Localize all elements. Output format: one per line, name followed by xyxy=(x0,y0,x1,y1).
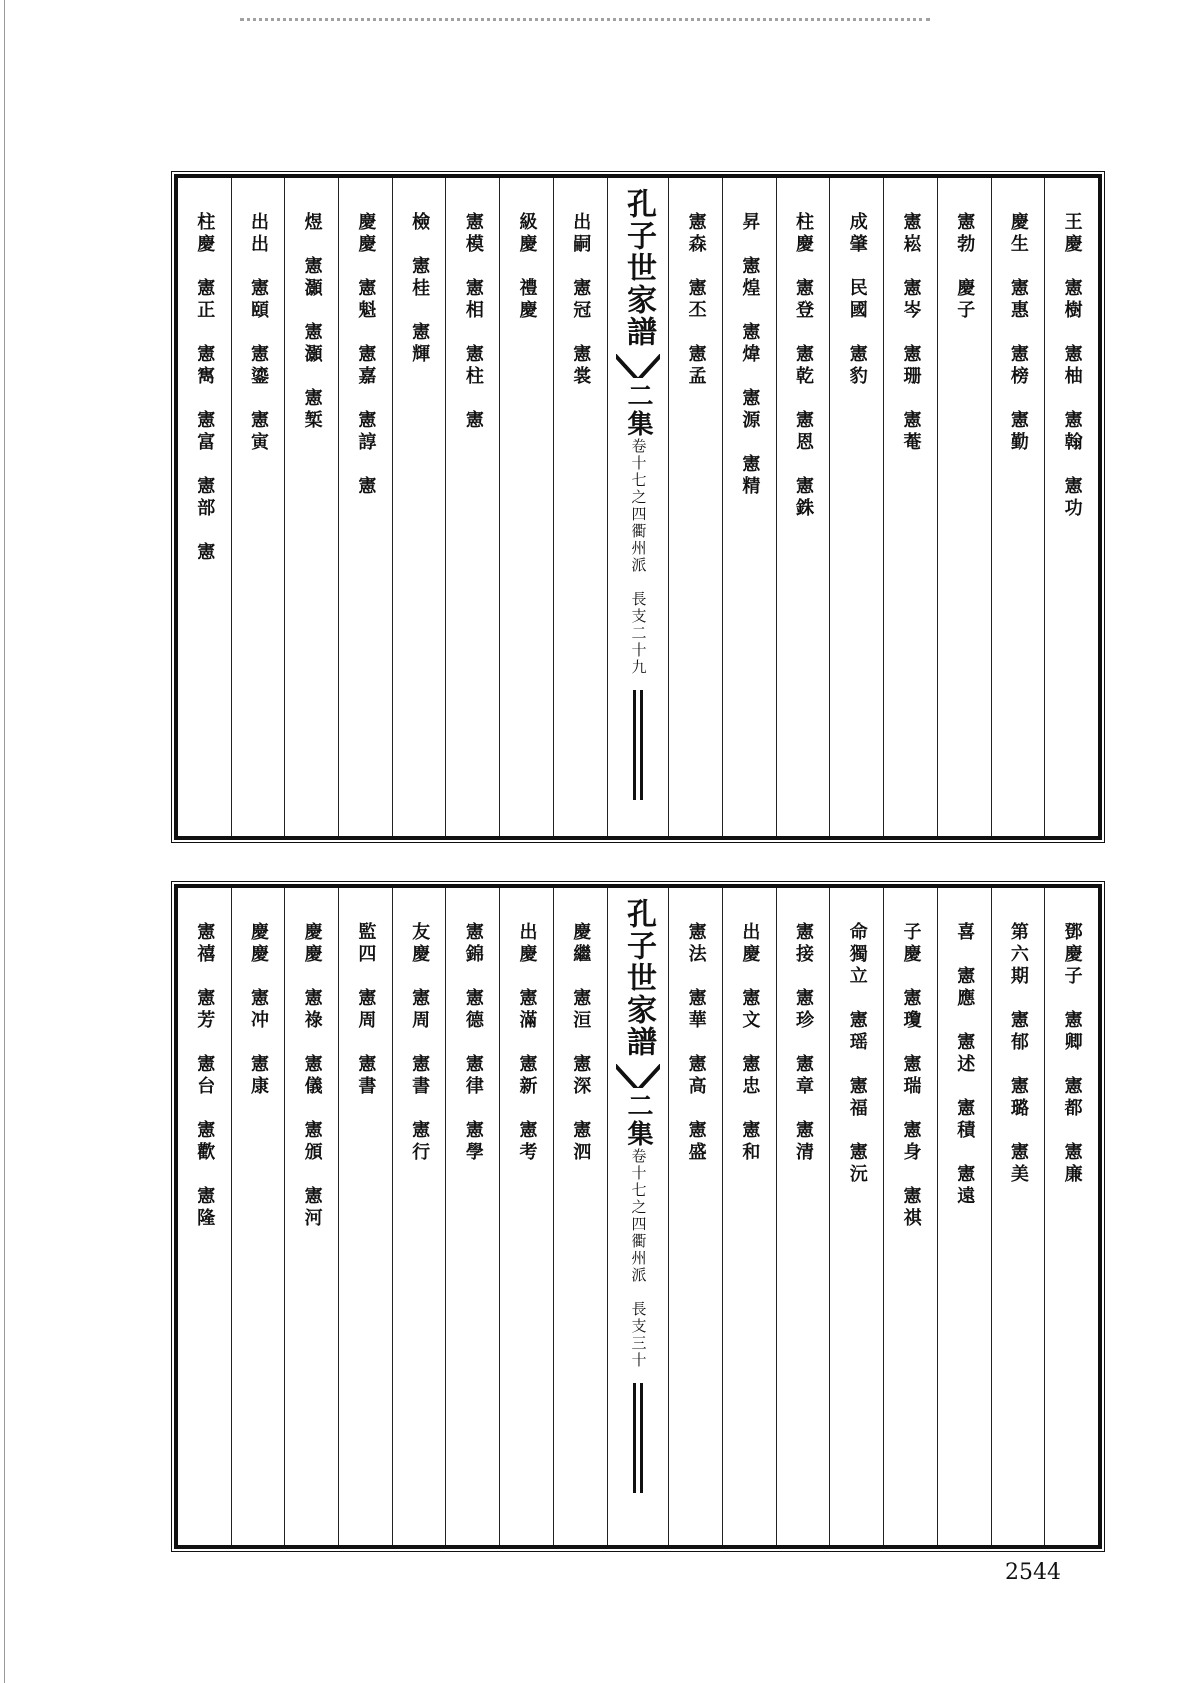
center-gutter xyxy=(607,888,669,1545)
bottom-genealogy-page xyxy=(174,884,1102,1549)
text-column: 喜 憲應 憲述 憲積 憲遠 xyxy=(937,888,991,1545)
text-column: 柱慶 憲登 憲乾 憲恩 憲銖 xyxy=(776,178,830,836)
folio-number: 二十九 xyxy=(629,625,648,676)
book-title: 孔子世家譜 xyxy=(620,188,656,348)
text-column: 柱慶 憲正 憲寯 憲富 憲部 憲 xyxy=(194,212,216,564)
page-number: 2544 xyxy=(1005,1560,1061,1585)
text-column: 出出 憲頤 憲鎏 憲寅 xyxy=(231,178,285,836)
gutter-bar xyxy=(633,690,643,800)
text-column: 子慶 憲瓊 憲瑞 憲身 憲祺 xyxy=(883,888,937,1545)
fishtail-mark-icon xyxy=(616,1064,660,1088)
text-column: 憲法 憲華 憲高 憲盛 xyxy=(668,888,722,1545)
text-column: 憲勃 慶子 xyxy=(937,178,991,836)
text-column: 憲森 憲丕 憲孟 xyxy=(668,178,722,836)
text-column: 檢 憲桂 憲輝 xyxy=(392,178,446,836)
text-column: 慶繼 憲洹 憲深 憲泗 xyxy=(553,888,607,1545)
text-column: 第六期 憲郁 憲璐 憲美 xyxy=(991,888,1045,1545)
text-column: 友慶 憲周 憲書 憲行 xyxy=(392,888,446,1545)
text-column: 慶生 憲惠 憲榜 憲勤 xyxy=(991,178,1045,836)
text-column: 憲接 憲珍 憲章 憲清 xyxy=(776,888,830,1545)
text-column: 出嗣 憲冠 憲裳 xyxy=(553,178,607,836)
text-column: 慶慶 憲祿 憲儀 憲頒 憲河 xyxy=(284,888,338,1545)
top-edge-artifact xyxy=(240,6,930,21)
collection-label: 二集 xyxy=(622,382,653,438)
text-column: 王慶 憲樹 憲柚 憲翰 憲功 xyxy=(1044,178,1098,836)
text-column: 昇 憲煌 憲煒 憲源 憲精 xyxy=(722,178,776,836)
text-column: 命獨立 憲瑶 憲福 憲沅 xyxy=(829,888,883,1545)
fishtail-mark-icon xyxy=(616,354,660,378)
text-column: 出慶 憲滿 憲新 憲考 xyxy=(499,888,553,1545)
text-column: 監四 憲周 憲書 xyxy=(338,888,392,1545)
collection-label: 二集 xyxy=(622,1092,653,1148)
gutter-bar xyxy=(633,1383,643,1493)
text-column: 級慶 禮慶 xyxy=(499,178,553,836)
text-column: 慶慶 憲冲 憲康 xyxy=(231,888,285,1545)
text-column: 慶慶 憲魁 憲嘉 憲諄 憲 xyxy=(338,178,392,836)
text-column: 成肇 民國 憲豹 xyxy=(829,178,883,836)
text-column: 憲禧 憲芳 憲台 憲歡 憲隆 xyxy=(194,922,216,1230)
text-column: 鄧慶子 憲卿 憲都 憲廉 xyxy=(1044,888,1098,1545)
left-edge-rule xyxy=(4,0,5,1683)
branch-label: 衢州派 長支 xyxy=(629,523,648,625)
text-column: 出慶 憲文 憲忠 憲和 xyxy=(722,888,776,1545)
branch-label: 衢州派 長支 xyxy=(629,1233,648,1335)
center-gutter xyxy=(607,178,669,836)
volume-label: 卷十七之四 xyxy=(629,438,648,523)
text-column: 憲錦 憲德 憲律 憲學 xyxy=(445,888,499,1545)
top-genealogy-page xyxy=(174,174,1102,840)
text-column: 憲模 憲相 憲柱 憲 xyxy=(445,178,499,836)
volume-label: 卷十七之四 xyxy=(629,1148,648,1233)
text-column: 憲崧 憲岑 憲珊 憲菴 xyxy=(883,178,937,836)
folio-number: 三十 xyxy=(629,1335,648,1369)
book-title: 孔子世家譜 xyxy=(620,898,656,1058)
text-column: 煜 憲灝 憲灝 憲椠 xyxy=(284,178,338,836)
